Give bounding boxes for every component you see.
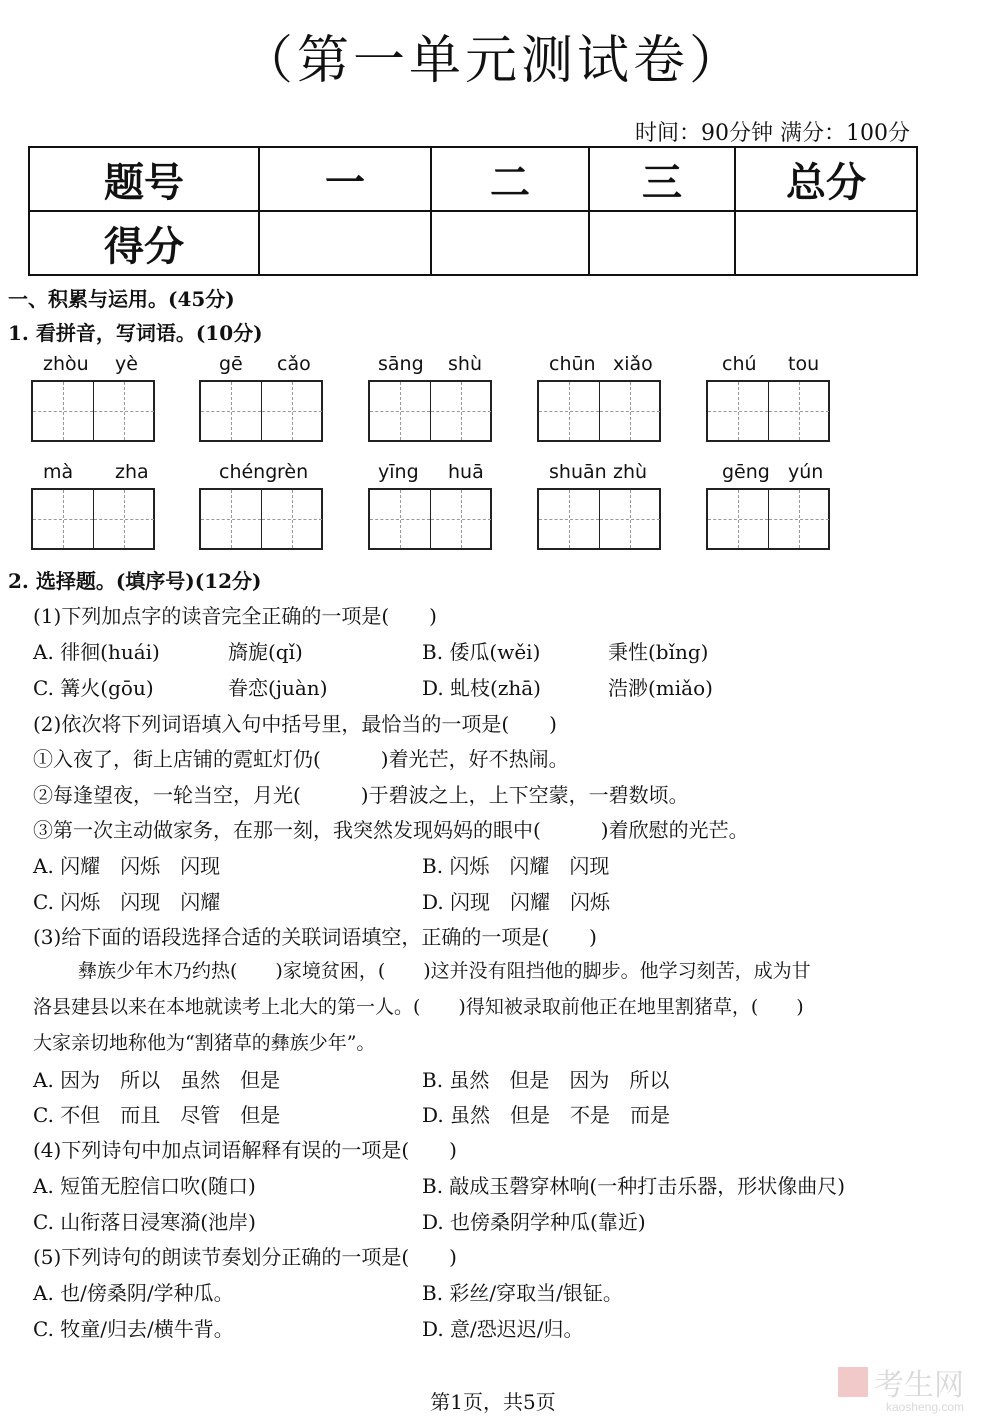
grid-cell[interactable]: [708, 382, 769, 440]
grid-cell[interactable]: [600, 490, 660, 548]
subq-3-paragraph-line-2: 洛县建县以来在本地就读考上北大的第一人。( )得知被录取前他正在地里割猪草，( ): [33, 996, 804, 1018]
time-info: 时间：90分钟 满分：100分: [635, 121, 910, 146]
option-c[interactable]: C. 篝火(gōu): [33, 676, 154, 700]
subq-2-sentence-3: ③第一次主动做家务，在那一刻，我突然发现妈妈的眼中( )着欣慰的光芒。: [33, 818, 749, 842]
grid-cell[interactable]: [33, 490, 94, 548]
grid-cell[interactable]: [262, 490, 322, 548]
pinyin-label: cǎo: [277, 353, 311, 375]
watermark-site: kaosheng.com: [885, 1400, 964, 1414]
option-b[interactable]: B. 虽然 但是 因为 所以: [422, 1068, 670, 1092]
grid-cell[interactable]: [201, 490, 262, 548]
subq-1-stem: (1)下列加点字的读音完全正确的一项是( ): [33, 604, 437, 628]
writing-grid[interactable]: [706, 380, 830, 442]
option-b[interactable]: B. 敲成玉磬穿林响(一种打击乐器，形状像曲尺): [422, 1174, 846, 1198]
option-a-part2: 旖旎(qǐ): [228, 640, 303, 664]
question-1-prompt: 1. 看拼音，写词语。(10分): [8, 321, 263, 345]
score-header-cell: 题号: [29, 147, 259, 211]
pinyin-label: rèn: [277, 461, 309, 483]
subq-3-paragraph-line-3: 大家亲切地称他为“割猪草的彝族少年”。: [33, 1032, 376, 1054]
pinyin-label: chú: [722, 353, 757, 375]
page-title: （第一单元测试卷）: [240, 31, 745, 91]
option-a[interactable]: A. 短笛无腔信口吹(随口): [33, 1174, 256, 1198]
subq-2-stem: (2)依次将下列词语填入句中括号里，最恰当的一项是( ): [33, 712, 557, 736]
pinyin-label: tou: [788, 353, 820, 375]
grid-cell[interactable]: [539, 382, 600, 440]
grid-cell[interactable]: [201, 382, 262, 440]
option-d[interactable]: D. 意/恐迟迟/归。: [422, 1317, 584, 1341]
grid-cell[interactable]: [708, 490, 769, 548]
grid-cell[interactable]: [769, 382, 829, 440]
writing-grid[interactable]: [706, 488, 830, 550]
subq-3-stem: (3)给下面的语段选择合适的关联词语填空，正确的一项是( ): [33, 925, 597, 949]
option-d[interactable]: D. 虽然 但是 不是 而是: [422, 1103, 671, 1127]
option-d[interactable]: D. 也傍桑阴学种瓜(靠近): [422, 1210, 646, 1234]
option-c[interactable]: C. 牧童/归去/横牛背。: [33, 1317, 234, 1341]
option-b[interactable]: B. 彩丝/穿取当/银钲。: [422, 1281, 623, 1305]
pinyin-label: mà: [43, 461, 74, 483]
subq-3-paragraph-line-1: 彝族少年木乃约热( )家境贫困，( )这并没有阻挡他的脚步。他学习刻苦，成为甘: [78, 960, 811, 982]
grid-cell[interactable]: [94, 382, 154, 440]
grid-cell[interactable]: [600, 382, 660, 440]
page-footer: 第1页，共5页: [430, 1390, 556, 1414]
pinyin-label: chūn: [549, 353, 596, 375]
option-b[interactable]: B. 闪烁 闪耀 闪现: [422, 854, 610, 878]
option-c[interactable]: C. 不但 而且 尽管 但是: [33, 1103, 281, 1127]
grid-cell[interactable]: [431, 382, 491, 440]
watermark-brand: 考生网: [874, 1369, 964, 1402]
score-blank-cell[interactable]: [259, 211, 431, 275]
grid-cell[interactable]: [769, 490, 829, 548]
pinyin-label: chéng: [219, 461, 278, 483]
writing-grid[interactable]: [537, 380, 661, 442]
option-c[interactable]: C. 山衔落日浸寒漪(池岸): [33, 1210, 256, 1234]
pinyin-label: gēng: [722, 461, 770, 483]
option-c[interactable]: C. 闪烁 闪现 闪耀: [33, 890, 221, 914]
pinyin-label: yīng: [378, 461, 419, 483]
pinyin-label: gē: [219, 353, 243, 375]
score-row-label: 得分: [29, 211, 259, 275]
section-heading: 一、积累与运用。(45分): [8, 287, 235, 311]
subq-2-sentence-2: ②每逢望夜，一轮当空，月光( )于碧波之上，上下空蒙，一碧数顷。: [33, 783, 689, 807]
option-d[interactable]: D. 闪现 闪耀 闪烁: [422, 890, 611, 914]
option-b-part2: 秉性(bǐng): [608, 640, 709, 664]
option-a[interactable]: A. 因为 所以 虽然 但是: [33, 1068, 281, 1092]
pinyin-label: yún: [788, 461, 824, 483]
writing-grid[interactable]: [31, 380, 155, 442]
option-d[interactable]: D. 虬枝(zhā): [422, 676, 541, 700]
pinyin-label: zhòu: [43, 353, 89, 375]
option-c-part2: 眷恋(juàn): [228, 676, 328, 700]
subq-4-stem: (4)下列诗句中加点词语解释有误的一项是( ): [33, 1138, 457, 1162]
pinyin-label: xiǎo: [613, 353, 653, 375]
score-blank-cell[interactable]: [589, 211, 735, 275]
grid-cell[interactable]: [431, 490, 491, 548]
writing-grid[interactable]: [537, 488, 661, 550]
option-a[interactable]: A. 徘徊(huái): [33, 640, 160, 664]
score-table: [28, 146, 918, 276]
grid-cell[interactable]: [539, 490, 600, 548]
option-a[interactable]: A. 也/傍桑阴/学种瓜。: [33, 1281, 234, 1305]
option-d-part2: 浩渺(miǎo): [608, 676, 713, 700]
writing-grid[interactable]: [199, 380, 323, 442]
grid-cell[interactable]: [370, 382, 431, 440]
writing-grid[interactable]: [368, 488, 492, 550]
score-header-cell: 二: [431, 147, 589, 211]
score-header-cell: 一: [259, 147, 431, 211]
pinyin-label: shù: [448, 353, 482, 375]
question-2-prompt: 2. 选择题。(填序号)(12分): [8, 569, 262, 593]
grid-cell[interactable]: [262, 382, 322, 440]
pinyin-label: huā: [448, 461, 484, 483]
score-blank-cell[interactable]: [431, 211, 589, 275]
grid-cell[interactable]: [370, 490, 431, 548]
score-blank-cell[interactable]: [735, 211, 917, 275]
option-a[interactable]: A. 闪耀 闪烁 闪现: [33, 854, 221, 878]
subq-5-stem: (5)下列诗句的朗读节奏划分正确的一项是( ): [33, 1245, 457, 1269]
option-b[interactable]: B. 倭瓜(wěi): [422, 640, 541, 664]
pinyin-label: shuān: [549, 461, 607, 483]
grid-cell[interactable]: [33, 382, 94, 440]
pinyin-label: yè: [115, 353, 138, 375]
pinyin-label: zha: [115, 461, 149, 483]
writing-grid[interactable]: [31, 488, 155, 550]
subq-2-sentence-1: ①入夜了，街上店铺的霓虹灯仍( )着光芒，好不热闹。: [33, 747, 569, 771]
writing-grid[interactable]: [368, 380, 492, 442]
pinyin-label: zhù: [613, 461, 648, 483]
score-header-cell: 三: [589, 147, 735, 211]
grid-cell[interactable]: [94, 490, 154, 548]
pinyin-label: sāng: [378, 353, 424, 375]
score-header-cell: 总分: [735, 147, 917, 211]
writing-grid[interactable]: [199, 488, 323, 550]
